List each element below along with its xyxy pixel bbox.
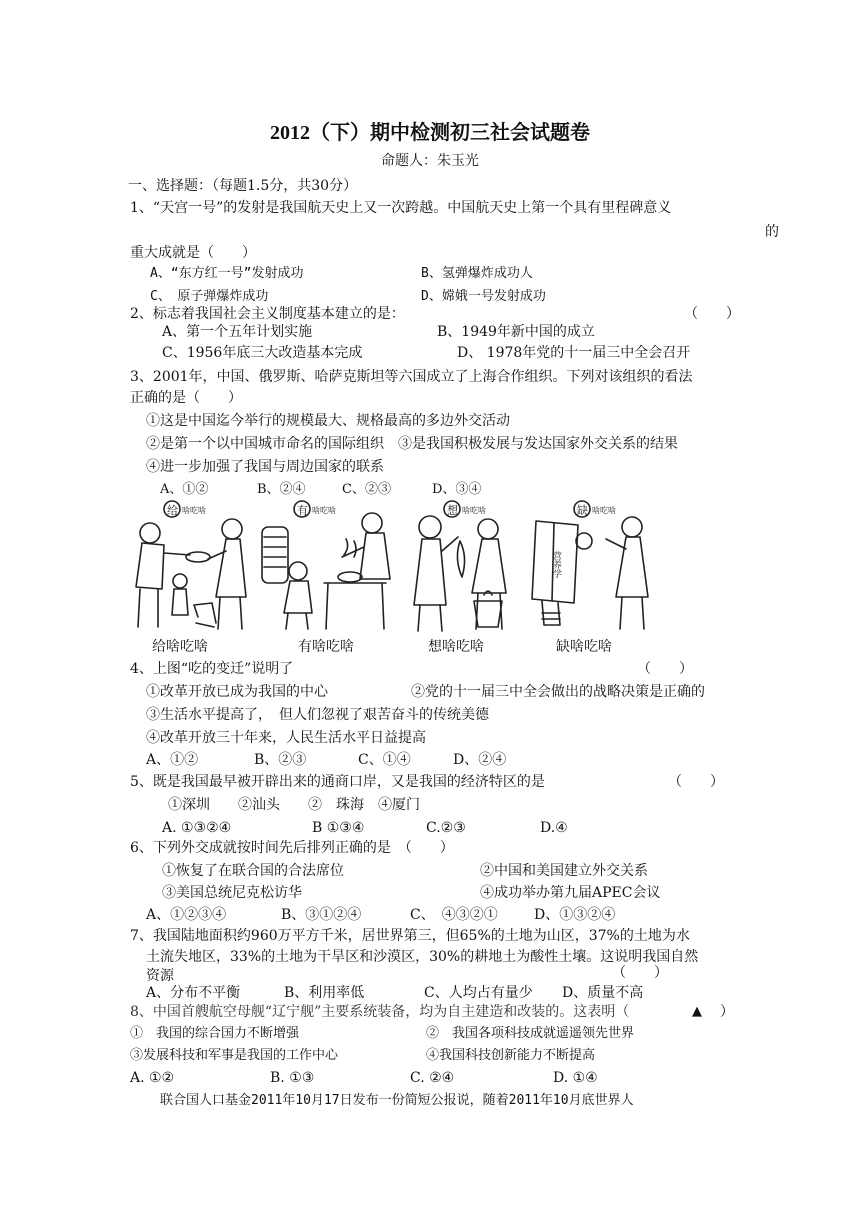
- q6-option-a: A、①②③④: [146, 907, 227, 923]
- q3-option-b: B、②④: [257, 482, 306, 497]
- cartoon-caption-4: 缺啥吃啥: [556, 639, 612, 655]
- q8-option-c: C. ②④: [410, 1070, 455, 1086]
- q3-statement-2-3: ②是第一个以中国城市命名的国际组织 ③是我国积极发展与发达国家外交关系的结果: [146, 436, 678, 452]
- q6-option-d: D、①③②④: [534, 907, 616, 923]
- cartoon-book-text: 营养学: [551, 551, 561, 578]
- q2-answer-paren: （ ）: [684, 306, 740, 322]
- cartoon-badge-3: 想: [447, 504, 458, 517]
- q8-option-b: B. ①③: [270, 1070, 315, 1086]
- q1-option-b: B、氢弹爆炸成功人: [421, 266, 533, 281]
- cartoon-panel-4: [532, 501, 648, 629]
- q7-stem-line2: 土流失地区，33%的土地为干旱区和沙漠区，30%的耕地土为酸性土壤。这说明我国自然: [146, 949, 699, 965]
- q3-statement-1: ①这是中国迄今举行的规模最大、规格最高的多边外交活动: [146, 413, 510, 429]
- cartoon-small-2: 啥吃啥: [312, 506, 336, 515]
- q4-option-b: B、②③: [254, 752, 307, 768]
- q5-answer-paren: （ ）: [668, 774, 724, 790]
- q5-stem: 5、既是我国最早被开辟出来的通商口岸，又是我国的经济特区的是: [130, 774, 545, 790]
- q7-stem-line3: 资源: [146, 968, 174, 984]
- q8-statement-4: ④我国科技创新能力不断提高: [426, 1048, 596, 1063]
- cartoon-panel-3: [414, 501, 506, 631]
- q3-option-c: C、②③: [342, 482, 391, 497]
- cartoon-small-3: 啥吃啥: [462, 506, 486, 515]
- q4-statement-4: ④改革开放三十年来，人民生活水平日益提高: [146, 730, 426, 746]
- q1-stem-line1: 1、“天宫一号”的发射是我国航天史上又一次跨越。中国航天史上第一个具有里程碑意义: [130, 200, 672, 216]
- q4-option-c: C、①④: [358, 752, 411, 768]
- q1-stem-line2: 重大成就是（ ）: [130, 245, 256, 261]
- section-heading: 一、选择题：（每题1.5分，共30分）: [128, 178, 358, 194]
- q8-close-paren: ）: [720, 1004, 734, 1020]
- q7-option-d: D、质量不高: [562, 985, 644, 1001]
- exam-title: 2012（下）期中检测初三社会试题卷: [270, 122, 590, 144]
- q4-statement-1: ①改革开放已成为我国的中心: [146, 684, 328, 700]
- q7-option-b: B、利用率低: [284, 985, 365, 1001]
- q8-option-a: A. ①②: [130, 1070, 175, 1086]
- q8-stem: 8、中国首艘航空母舰“辽宁舰”主要系统装备，均为自主建造和改装的。这表明（: [130, 1004, 630, 1020]
- cartoon-small-4: 啥吃啥: [592, 506, 616, 515]
- q5-option-a: A. ①③②④: [162, 820, 232, 836]
- cartoon-badge-2: 有: [297, 504, 308, 517]
- q8-option-d: D. ①④: [553, 1070, 598, 1086]
- q4-stem: 4、上图“吃的变迁”说明了: [130, 661, 294, 677]
- q2-option-c: C、1956年底三大改造基本完成: [162, 345, 363, 361]
- q5-option-b: B ①③④: [312, 820, 365, 836]
- cartoon-caption-3: 想啥吃啥: [428, 639, 484, 655]
- q1-option-d: D、嫦娥一号发射成功: [421, 289, 546, 304]
- author-line: 命题人：朱玉光: [381, 153, 479, 169]
- q5-option-d: D.④: [540, 820, 568, 836]
- q1-option-c: C、 原子弹爆炸成功: [150, 289, 269, 304]
- q7-option-a: A、分布不平衡: [146, 985, 241, 1001]
- q3-option-d: D、③④: [432, 482, 482, 497]
- q6-statement-1: ①恢复了在联合国的合法席位: [162, 863, 344, 879]
- q1-stem-wrap: 的: [765, 224, 779, 240]
- q3-statement-4: ④进一步加强了我国与周边国家的联系: [146, 459, 384, 475]
- q8-statement-3: ③发展科技和军事是我国的工作中心: [130, 1048, 339, 1063]
- q5-option-c: C.②③: [426, 820, 466, 836]
- q4-answer-paren: （ ）: [637, 661, 693, 677]
- q2-stem: 2、标志着我国社会主义制度基本建立的是：: [130, 306, 405, 322]
- q4-statement-2: ②党的十一届三中全会做出的战略决策是正确的: [411, 684, 705, 700]
- q1-option-a: A、“东方红一号”发射成功: [150, 266, 304, 281]
- q3-option-a: A、①②: [160, 482, 209, 497]
- q7-stem-line1: 7、我国陆地面积约960万平方千米，居世界第三，但65%的土地为山区，37%的土地为水: [130, 928, 690, 944]
- q8-answer-marker: ▲: [692, 1004, 702, 1019]
- q6-option-b: B、③①②④: [281, 907, 362, 923]
- q8-statement-2: ② 我国各项科技成就遥遥领先世界: [426, 1026, 635, 1041]
- q4-option-d: D、②④: [453, 752, 507, 768]
- q4-option-a: A、①②: [146, 752, 199, 768]
- q4-statement-3: ③生活水平提高了， 但人们忽视了艰苦奋斗的传统美德: [146, 707, 489, 723]
- q2-option-a: A、第一个五年计划实施: [162, 324, 313, 340]
- cartoon-small-1: 啥吃啥: [182, 506, 206, 515]
- q5-choices: ①深圳 ②汕头 ② 珠海 ④厦门: [168, 797, 420, 813]
- q3-stem-line1: 3、2001年，中国、俄罗斯、哈萨克斯坦等六国成立了上海合作组织。下列对该组织的看法: [130, 369, 693, 385]
- cartoon-caption-2: 有啥吃啥: [298, 639, 354, 655]
- cartoon-panel-2: [262, 501, 390, 629]
- q6-statement-2: ②中国和美国建立外交关系: [480, 863, 648, 879]
- cartoon-badge-4: 缺: [577, 504, 588, 517]
- q2-option-b: B、1949年新中国的成立: [437, 324, 595, 340]
- cartoon-badge-1: 给: [167, 504, 178, 517]
- reading-passage: 联合国人口基金2011年10月17日发布一份简短公报说，随着2011年10月底世界人: [160, 1093, 634, 1108]
- cartoon-panel-1: [136, 501, 246, 629]
- q6-option-c: C、 ④③②①: [410, 907, 498, 923]
- q2-option-d: D、 1978年党的十一届三中全会召开: [457, 345, 691, 361]
- food-changes-cartoon: [128, 497, 658, 633]
- q7-answer-paren: （ ）: [612, 965, 668, 981]
- q6-statement-3: ③美国总统尼克松访华: [162, 885, 302, 901]
- q6-statement-4: ④成功举办第九届APEC会议: [480, 885, 661, 901]
- q6-stem: 6、下列外交成就按时间先后排列正确的是 （ ）: [130, 840, 454, 856]
- q7-option-c: C、人均占有量少: [424, 985, 533, 1001]
- q3-stem-line2: 正确的是（ ）: [130, 390, 242, 406]
- cartoon-caption-1: 给啥吃啥: [152, 639, 208, 655]
- q8-statement-1: ① 我国的综合国力不断增强: [130, 1026, 300, 1041]
